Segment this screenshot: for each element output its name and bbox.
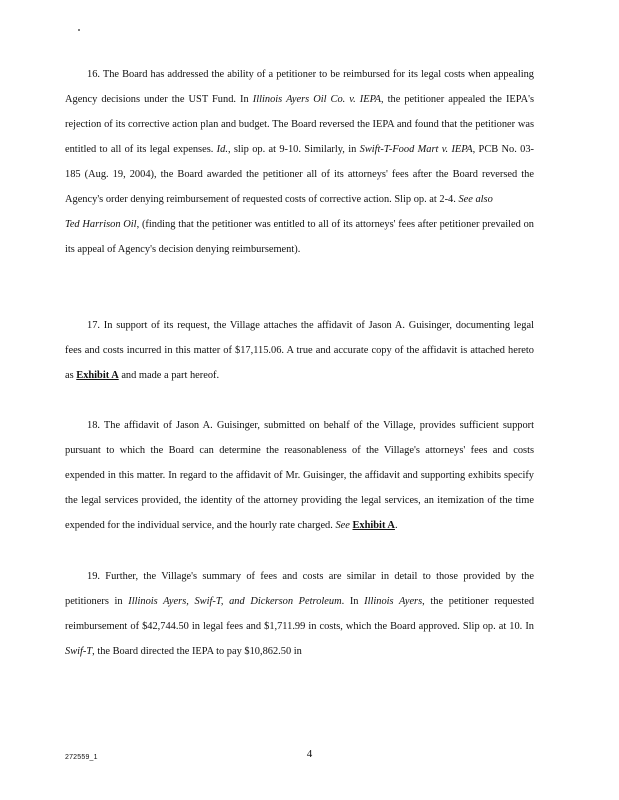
citation-signal: See: [335, 520, 350, 531]
paragraph-text: and made a part hereof.: [118, 370, 220, 381]
paragraph-text: , PCB No. 03-185 (Aug. 19, 2004), the Board awarded the petitioner all of its attorneys' fees after the Board reversed the Agency's order denying reimbursement of requested costs of corrective action. Slip op. at 2-4.: [65, 144, 534, 205]
paragraph-text: , the petitioner requested reimbursement of $42,744.50 in legal fees and $1,711.99 in costs, which the Board approved. Slip op. at 10. In: [65, 596, 535, 632]
case-citation: Swif-T: [65, 646, 93, 657]
paragraph-text: , slip op. at 9-10. Similarly, in: [227, 144, 360, 155]
paragraph-text: , the petitioner appealed the IEPA's rejection of its corrective action plan and budget. The Board reversed the IEPA and found that the petitioner was entitled to all of its legal expenses.: [65, 94, 534, 155]
paragraph-text: , (finding that the petitioner was entitled to all of its attorneys' fees after petitioner prevailed on its appeal of Agency's decision denying reimbursement).: [65, 219, 534, 255]
exhibit-reference: Exhibit A: [352, 520, 395, 531]
paragraph-text: 19. Further, the Village's summary of fees and costs are similar in detail to those provided by the petitioners in: [65, 571, 534, 607]
paragraph-18: [65, 413, 534, 538]
citation-signal: See also: [458, 194, 493, 205]
citation-signal: Id.: [216, 144, 228, 155]
paragraph-text: 17. In support of its request, the Village attaches the affidavit of Jason A. Guisinger, documenting legal fees and costs incurred in this matter of $17,115.06. A true and accurate copy of the affidavit is attached hereto as: [65, 320, 534, 381]
paragraph-19: [65, 564, 534, 664]
case-citation: Ted Harrison Oil: [65, 219, 137, 230]
paragraph-text: . In: [341, 596, 365, 607]
scan-speck: [78, 29, 80, 31]
page-number: 4: [306, 748, 313, 760]
paragraph-text: , the Board directed the IEPA to pay $10,862.50 in: [92, 646, 302, 657]
document-id: 272559_1: [65, 754, 98, 761]
case-citation: Illinois Ayers Oil Co. v. IEPA: [252, 94, 381, 105]
paragraph-text: .: [394, 520, 398, 531]
paragraph-16: [65, 62, 534, 262]
case-citation: Swift-T-Food Mart v. IEPA: [359, 144, 473, 155]
paragraph-text: 18. The affidavit of Jason A. Guisinger, submitted on behalf of the Village, provides sufficient support pursuant to which the Board can determine the reasonableness of the Village's attorneys' fees and costs expended in this matter. In regard to the affidavit of Mr. Guisinger, the affidavit and supporting exhibits specify the legal services provided, the identity of the attorney providing the legal services, an itemization of the time expended for the individual service, and the hourly rate charged.: [65, 420, 534, 531]
paragraph-17: [65, 313, 534, 388]
case-citation: Illinois Ayers, Swif-T, and Dickerson Petroleum: [128, 596, 342, 607]
exhibit-reference: Exhibit A: [76, 370, 119, 381]
case-citation: Illinois Ayers: [364, 596, 423, 607]
paragraph-text: 16. The Board has addressed the ability of a petitioner to be reimbursed for its legal costs when appealing Agency decisions under the UST Fund. In: [65, 69, 534, 105]
